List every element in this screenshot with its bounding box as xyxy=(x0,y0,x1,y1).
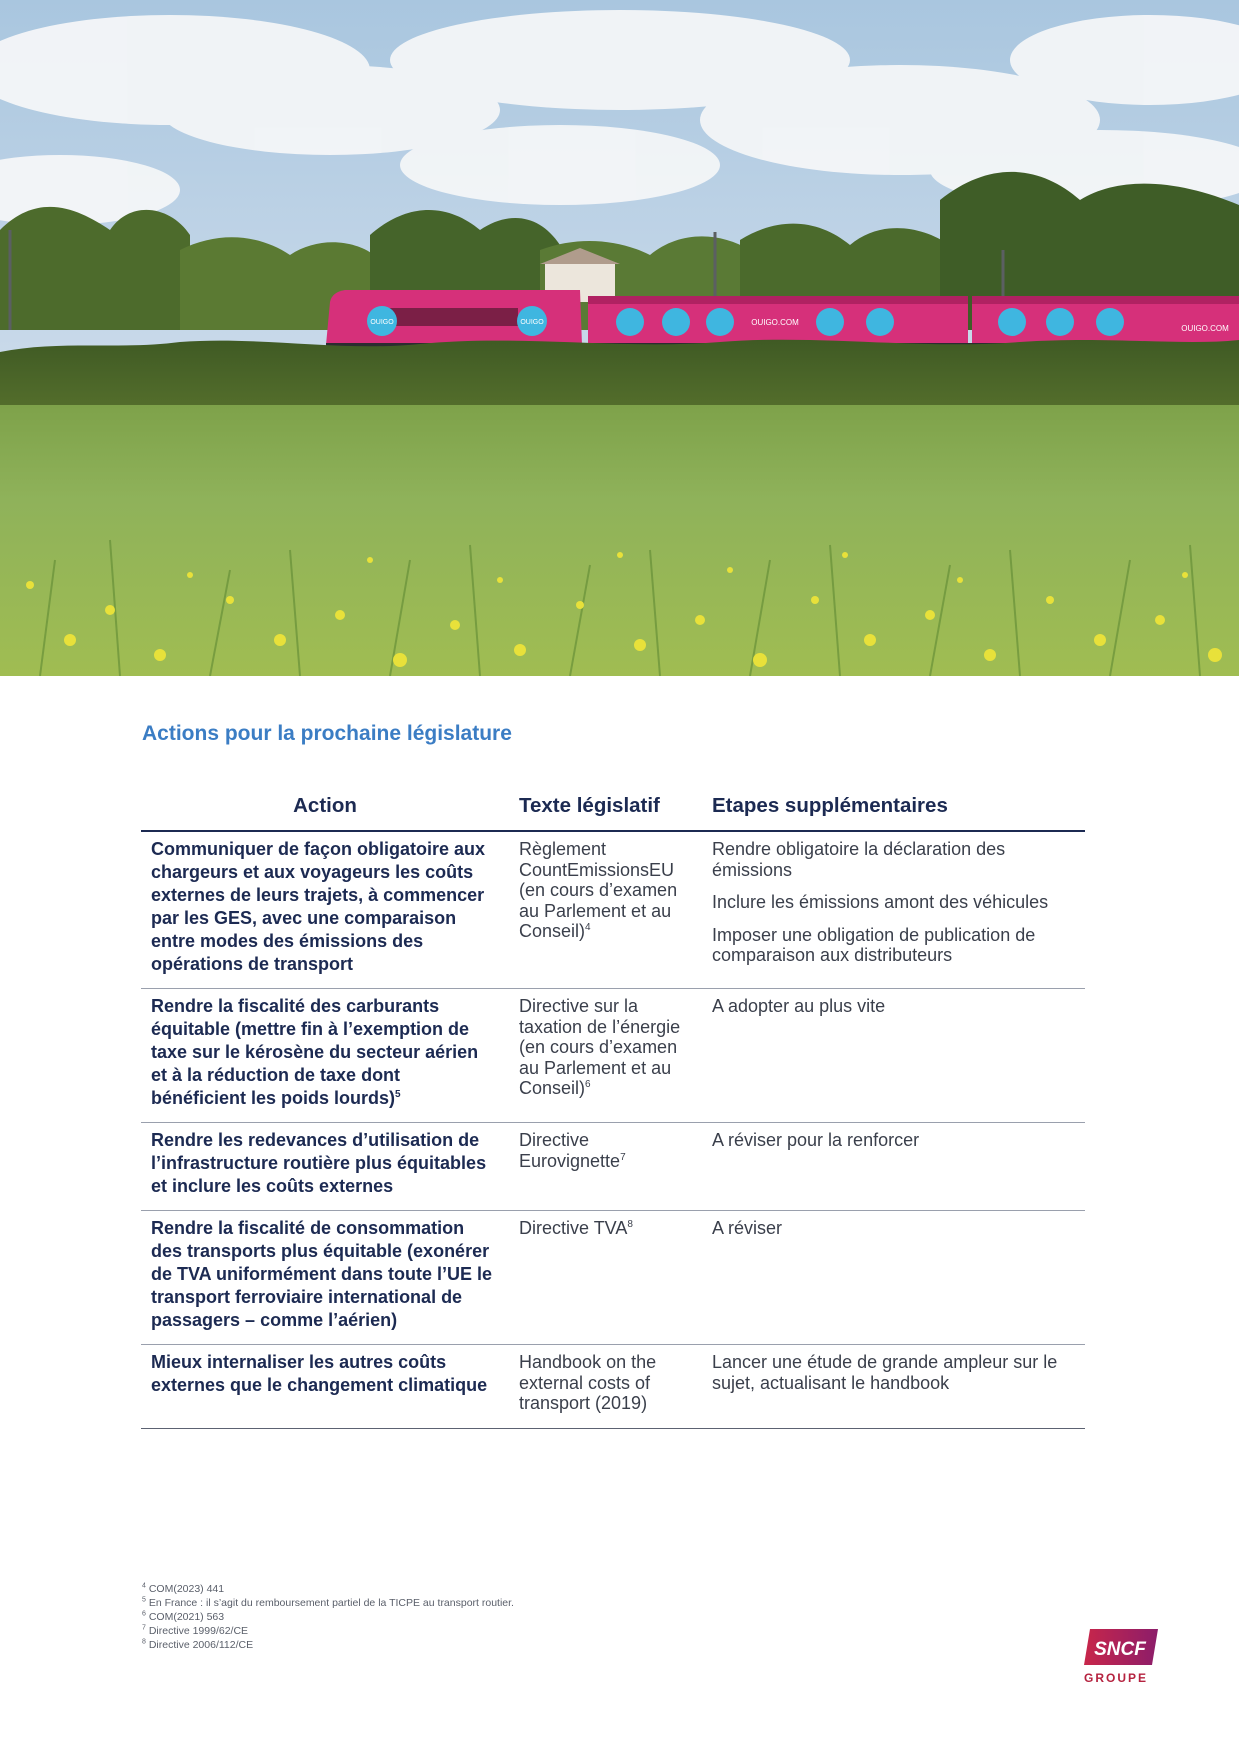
legislative-text: Règlement CountEmissionsEU (en cours d’examen au Parlement et au Conseil) xyxy=(519,839,678,941)
action-text: Rendre la fiscalité des carburants équitable (mettre fin à l’exemption de taxe sur le kérosène du secteur aérien et à la réduction de taxe dont bénéficient les poids lourds) xyxy=(151,996,479,1108)
footnote-ref: 7 xyxy=(620,1151,626,1163)
footnote-number: 8 xyxy=(142,1638,146,1646)
step-item: Lancer une étude de grande ampleur sur le sujet, actualisant le handbook xyxy=(712,1352,1058,1393)
footnote xyxy=(142,1624,514,1638)
footnote xyxy=(142,1596,514,1610)
section-title: Actions pour la prochaine législature xyxy=(142,722,512,745)
train-meadow-illustration xyxy=(0,0,1239,676)
footnote-ref: 4 xyxy=(585,922,591,933)
footnote-number: 7 xyxy=(142,1624,146,1632)
footnote-text: COM(2023) 441 xyxy=(148,1583,225,1595)
legislative-text-cell xyxy=(509,1345,702,1429)
step-item: A réviser pour la renforcer xyxy=(712,1130,920,1150)
footnote-ref: 6 xyxy=(585,1079,591,1090)
footnote-number: 4 xyxy=(142,1582,146,1590)
footnote-number: 6 xyxy=(142,1610,146,1618)
sncf-groupe-logo xyxy=(1082,1625,1162,1687)
logo-mark-text: SNCF xyxy=(1094,1639,1146,1660)
table-row xyxy=(141,1211,1085,1345)
action-cell xyxy=(141,989,509,1123)
step-item: A réviser xyxy=(712,1218,783,1238)
train-label: OUIGO xyxy=(370,319,394,326)
table-row xyxy=(141,1345,1085,1429)
table-row xyxy=(141,1123,1085,1211)
table-header-row xyxy=(141,792,1085,831)
action-cell xyxy=(141,831,509,989)
logo-sub-text: GROUPE xyxy=(1084,1671,1149,1685)
footnote-number: 5 xyxy=(142,1596,146,1604)
step-item: Inclure les émissions amont des véhicules xyxy=(712,892,1049,912)
legislative-text-cell xyxy=(509,1211,702,1345)
header-legislative-text: Texte législatif xyxy=(509,792,702,831)
hedge xyxy=(0,340,1239,412)
footnote-text: COM(2021) 563 xyxy=(148,1611,225,1623)
steps-cell xyxy=(702,989,1085,1123)
action-cell xyxy=(141,1345,509,1429)
table-row xyxy=(141,989,1085,1123)
steps-cell xyxy=(702,1123,1085,1211)
footnote xyxy=(142,1638,514,1652)
footnote-text: Directive 1999/62/CE xyxy=(148,1625,249,1637)
legislative-text: Handbook on the external costs of transport (2019) xyxy=(519,1352,657,1413)
step-item: A adopter au plus vite xyxy=(712,996,886,1016)
footnote-text: En France : il s’agit du remboursement partiel de la TICPE au transport routier. xyxy=(148,1597,514,1609)
meadow xyxy=(0,405,1239,676)
legislative-text-cell xyxy=(509,831,702,989)
header-additional-steps: Etapes supplémentaires xyxy=(702,792,1085,831)
footnote-ref: 5 xyxy=(395,1089,401,1100)
footnote xyxy=(142,1582,514,1596)
table-row xyxy=(141,831,1085,989)
legislation-table xyxy=(141,792,1085,1429)
hero-photo xyxy=(0,0,1239,676)
step-item: Rendre obligatoire la déclaration des émissions xyxy=(712,839,1006,880)
legislative-text-cell xyxy=(509,1123,702,1211)
legislative-text: Directive Eurovignette xyxy=(519,1130,621,1171)
legislative-text: Directive TVA xyxy=(519,1218,628,1238)
action-text: Communiquer de façon obligatoire aux chargeurs et aux voyageurs les coûts externes de leurs trajets, à commencer par les GES, avec une comparaison entre modes des émissions des opérations de transport xyxy=(151,839,486,974)
footnote-ref: 8 xyxy=(627,1219,633,1230)
footnote xyxy=(142,1610,514,1624)
train-label: OUIGO.COM xyxy=(1181,324,1229,333)
train-label: OUIGO xyxy=(520,319,544,326)
legislative-text: Directive sur la taxation de l’énergie (en cours d’examen au Parlement et au Conseil) xyxy=(519,996,681,1098)
legislative-text-cell xyxy=(509,989,702,1123)
action-cell xyxy=(141,1211,509,1345)
sncf-logo-icon xyxy=(1082,1625,1162,1669)
footnotes xyxy=(142,1582,514,1652)
steps-cell xyxy=(702,1211,1085,1345)
action-text: Rendre la fiscalité de consommation des transports plus équitable (exonérer de TVA uniformément dans toute l’UE le transport ferroviaire international de passagers – comme l’aérien) xyxy=(151,1218,493,1330)
footnote-text: Directive 2006/112/CE xyxy=(148,1639,254,1651)
action-text: Mieux internaliser les autres coûts externes que le changement climatique xyxy=(151,1352,488,1395)
train-label: OUIGO.COM xyxy=(751,318,799,327)
step-item: Imposer une obligation de publication de comparaison aux distributeurs xyxy=(712,924,1036,965)
steps-cell xyxy=(702,831,1085,989)
header-action: Action xyxy=(141,792,509,831)
action-text: Rendre les redevances d’utilisation de l’infrastructure routière plus équitables et inclure les coûts externes xyxy=(151,1130,487,1196)
action-cell xyxy=(141,1123,509,1211)
steps-cell xyxy=(702,1345,1085,1429)
